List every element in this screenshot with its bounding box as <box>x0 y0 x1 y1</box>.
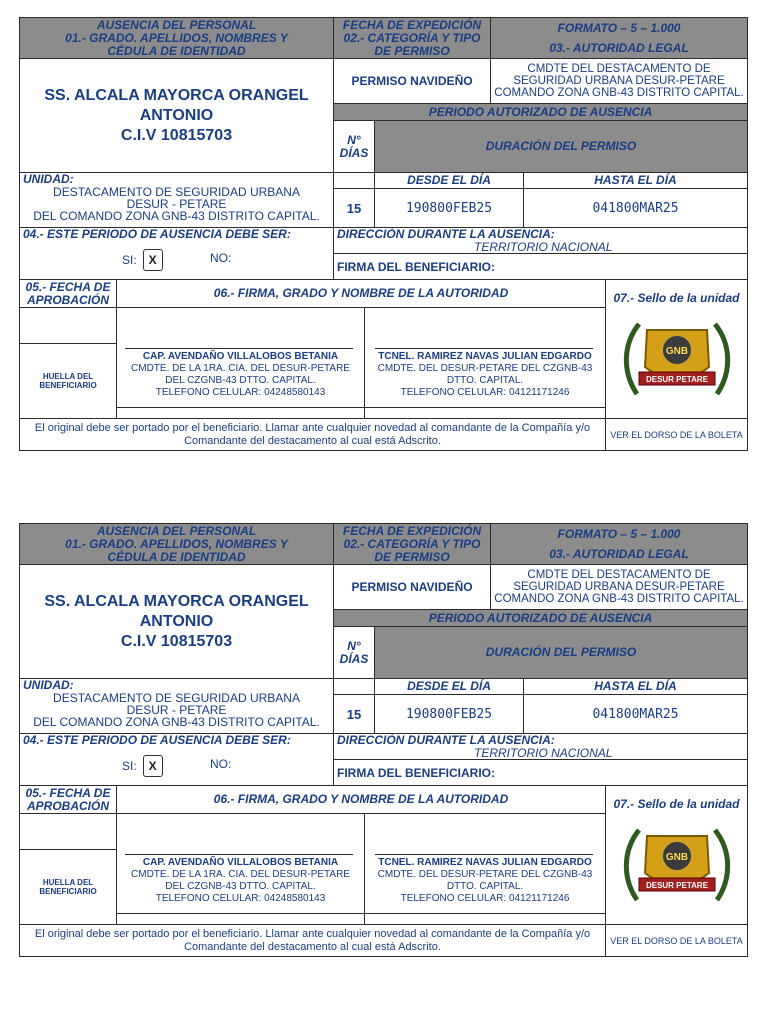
dias-cell <box>333 694 375 734</box>
firma-benef-label: FIRMA DEL BENEFICIARIO: <box>337 765 495 780</box>
sig1-phone: TELEFONO CELULAR: 04248580143 <box>155 387 326 398</box>
seal-bottom-text: DESUR PETARE <box>645 375 709 384</box>
si-option <box>122 249 163 271</box>
sig1-signature-line <box>125 348 353 349</box>
fecha-aprob-value-cell <box>19 813 117 850</box>
n-dias-header <box>333 120 375 173</box>
no-label: NO: <box>210 757 232 771</box>
dorso-label: VER EL DORSO DE LA BOLETA <box>610 935 743 946</box>
desde-cell <box>374 188 524 228</box>
header-line: CÉDULA DE IDENTIDAD <box>107 549 246 564</box>
firma-aut-header <box>116 785 606 814</box>
formato-label: FORMATO – 5 – 1.000 <box>557 20 681 35</box>
fecha-aprob-header <box>19 785 117 814</box>
firma-aut-label: 06.- FIRMA, GRADO Y NOMBRE DE LA AUTORIDAD <box>213 792 509 806</box>
sig2-line: CMDTE. DEL DESUR-PETARE DEL CZGNB-43 <box>377 869 593 880</box>
unidad-line: DESUR - PETARE <box>126 197 227 211</box>
huella-label-2: BENEFICIARIO <box>39 887 97 896</box>
sig1-block <box>117 351 364 399</box>
sig2-cell <box>364 813 606 914</box>
permiso-type: PERMISO NAVIDEÑO <box>351 580 473 594</box>
desde-header <box>374 678 524 695</box>
fecha-aprob-label-2: APROBACIÓN <box>26 798 109 813</box>
periodo-label: PERIODO AUTORIZADO DE AUSENCIA <box>428 104 653 119</box>
unit-seal-emblem <box>617 312 737 407</box>
unidad-line: DESTACAMENTO DE SEGURIDAD URBANA <box>53 691 300 705</box>
header-line: DE PERMISO <box>374 549 450 564</box>
duracion-header <box>374 626 748 679</box>
unidad-cell <box>19 172 334 228</box>
firma-aut-label: 06.- FIRMA, GRADO Y NOMBRE DE LA AUTORIDAD <box>213 286 509 300</box>
sello-cell <box>605 279 748 419</box>
sig2-block <box>365 351 605 399</box>
unit-seal-emblem <box>617 818 737 913</box>
hasta-value: 041800MAR25 <box>592 200 679 216</box>
periodo-debe-cell <box>19 227 334 280</box>
sig2-phone: TELEFONO CELULAR: 04121171246 <box>400 893 570 904</box>
header-line: 02.- CATEGORÍA Y TIPO <box>343 30 481 45</box>
header-fecha <box>333 523 491 565</box>
desde-header <box>374 172 524 189</box>
autoridad-cell <box>490 58 748 104</box>
person-name-2: ANTONIO <box>139 612 214 630</box>
autoridad-line: SEGURIDAD URBANA DESUR-PETARE <box>513 581 725 593</box>
sig1-cell <box>116 813 365 914</box>
huella-label-2: BENEFICIARIO <box>39 381 97 390</box>
sig1-name: CAP. AVENDAÑO VILLALOBOS BETANIA <box>142 857 339 868</box>
permiso-type: PERMISO NAVIDEÑO <box>351 74 473 88</box>
header-line: DE PERMISO <box>374 43 450 58</box>
person-civ: C.I.V 10815703 <box>120 126 233 144</box>
hasta-label: HASTA EL DÍA <box>594 679 677 693</box>
footer-line: El original debe ser portado por el beneficiario. Llamar ante cualquier novedad al comandante de la Compañía y/o <box>34 421 591 434</box>
sig2-line: DTTO. CAPITAL. <box>446 375 524 386</box>
dorso-cell <box>605 924 748 957</box>
n-dias-label-2: DÍAS <box>339 651 369 666</box>
unidad-cell <box>19 678 334 734</box>
periodo-debe-label: 04.- ESTE PERIODO DE AUSENCIA DEBE SER: <box>23 227 291 241</box>
si-checkbox[interactable]: X <box>143 755 163 777</box>
header-line: 01.- GRADO. APELLIDOS, NOMBRES Y <box>65 536 288 551</box>
footer-line: Comandante del destacamento al cual está Adscrito. <box>184 434 441 447</box>
unidad-label: UNIDAD: <box>23 172 74 186</box>
header-line: CÉDULA DE IDENTIDAD <box>107 43 246 58</box>
unidad-line: DESTACAMENTO DE SEGURIDAD URBANA <box>53 185 300 199</box>
si-label: SI: <box>122 253 137 267</box>
sig1-block <box>117 857 364 905</box>
person-cell <box>19 58 334 173</box>
sig2-block <box>365 857 605 905</box>
header-line: 01.- GRADO. APELLIDOS, NOMBRES Y <box>65 30 288 45</box>
n-dias-blank <box>333 678 375 695</box>
desde-value: 190800FEB25 <box>405 200 493 216</box>
sig1-name: CAP. AVENDAÑO VILLALOBOS BETANIA <box>142 351 339 362</box>
unidad-label: UNIDAD: <box>23 678 74 692</box>
sello-label: 07.- Sello de la unidad <box>613 291 740 305</box>
no-option <box>210 757 231 771</box>
direccion-cell <box>333 227 748 254</box>
autoridad-line: SEGURIDAD URBANA DESUR-PETARE <box>513 75 725 87</box>
laurel-right-icon <box>715 830 728 900</box>
direccion-value: TERRITORIO NACIONAL <box>474 240 613 254</box>
desde-cell <box>374 694 524 734</box>
seal-bottom-text: DESUR PETARE <box>645 881 709 890</box>
header-fecha <box>333 17 491 59</box>
autoridad-line: CMDTE DEL DESTACAMENTO DE <box>527 569 711 581</box>
periodo-debe-cell <box>19 733 334 786</box>
huella-label: HUELLA DEL <box>42 878 94 887</box>
sig2-line: DTTO. CAPITAL. <box>446 881 524 892</box>
desde-label: DESDE EL DÍA <box>407 679 491 693</box>
person-cell <box>19 564 334 679</box>
direccion-value: TERRITORIO NACIONAL <box>474 746 613 760</box>
autoridad-line: CMDTE DEL DESTACAMENTO DE <box>527 63 711 75</box>
firma-benef-cell <box>333 759 748 786</box>
periodo-header <box>333 103 748 121</box>
unidad-line: DESUR - PETARE <box>126 703 227 717</box>
desde-label: DESDE EL DÍA <box>407 173 491 187</box>
n-dias-blank <box>333 172 375 189</box>
fecha-aprob-header <box>19 279 117 308</box>
sig1-line: DEL CZGNB-43 DTTO. CAPITAL. <box>165 375 316 386</box>
sello-cell <box>605 785 748 925</box>
header-line: FECHA DE EXPEDICIÓN <box>342 523 482 538</box>
footer-note <box>19 924 606 957</box>
header-personal <box>19 523 334 565</box>
periodo-header <box>333 609 748 627</box>
sig2-name: TCNEL. RAMIREZ NAVAS JULIAN EDGARDO <box>378 351 592 362</box>
seal-top-text: GNB <box>665 346 689 357</box>
header-formato <box>490 17 748 59</box>
header-line: AUSENCIA DEL PERSONAL <box>96 17 257 32</box>
huella-cell <box>19 343 117 419</box>
unidad-line: DEL COMANDO ZONA GNB-43 DISTRITO CAPITAL. <box>33 209 320 223</box>
n-dias-header <box>333 626 375 679</box>
dorso-cell <box>605 418 748 451</box>
seal-top-text: GNB <box>665 852 689 863</box>
footer-line: Comandante del destacamento al cual está Adscrito. <box>184 940 441 953</box>
sig2-signature-line <box>375 854 593 855</box>
permiso-cell <box>333 58 491 104</box>
autoridad-line: COMANDO ZONA GNB-43 DISTRITO CAPITAL. <box>494 87 744 99</box>
no-option <box>210 251 231 265</box>
permit-form-2 <box>19 523 748 957</box>
dias-value: 15 <box>346 200 362 216</box>
permiso-cell <box>333 564 491 610</box>
person-name: SS. ALCALA MAYORCA ORANGEL <box>44 86 309 104</box>
hasta-cell <box>523 694 748 734</box>
fecha-aprob-label: 05.- FECHA DE <box>25 785 111 800</box>
permit-form-1 <box>19 17 748 451</box>
person-name-2: ANTONIO <box>139 106 214 124</box>
hasta-header <box>523 172 748 189</box>
autoridad-legal-label: 03.- AUTORIDAD LEGAL <box>549 546 689 561</box>
periodo-debe-label: 04.- ESTE PERIODO DE AUSENCIA DEBE SER: <box>23 733 291 747</box>
autoridad-line: COMANDO ZONA GNB-43 DISTRITO CAPITAL. <box>494 593 744 605</box>
fecha-aprob-value-cell <box>19 307 117 344</box>
si-option <box>122 755 163 777</box>
firma-aut-header <box>116 279 606 308</box>
si-label: SI: <box>122 759 137 773</box>
header-personal <box>19 17 334 59</box>
laurel-left-icon <box>626 324 639 394</box>
footer-line: El original debe ser portado por el beneficiario. Llamar ante cualquier novedad al comandante de la Compañía y/o <box>34 927 591 940</box>
hasta-value: 041800MAR25 <box>592 706 679 722</box>
duracion-label: DURACIÓN DEL PERMISO <box>485 645 637 659</box>
sig1-line: CMDTE. DE LA 1RA. CIA. DEL DESUR-PETARE <box>131 869 350 880</box>
firma-benef-label: FIRMA DEL BENEFICIARIO: <box>337 259 495 274</box>
no-label: NO: <box>210 251 232 265</box>
sig1-line: DEL CZGNB-43 DTTO. CAPITAL. <box>165 881 316 892</box>
hasta-header <box>523 678 748 695</box>
header-line: FECHA DE EXPEDICIÓN <box>342 17 482 32</box>
n-dias-label: N° <box>347 132 361 147</box>
sig1-phone: TELEFONO CELULAR: 04248580143 <box>155 893 326 904</box>
direccion-label: DIRECCIÓN DURANTE LA AUSENCIA: <box>337 227 555 241</box>
si-checkbox[interactable]: X <box>143 249 163 271</box>
fecha-aprob-label-2: APROBACIÓN <box>26 292 109 307</box>
firma-benef-cell <box>333 253 748 280</box>
sig2-signature-line <box>375 348 593 349</box>
autoridad-cell <box>490 564 748 610</box>
n-dias-label-2: DÍAS <box>339 145 369 160</box>
person-name: SS. ALCALA MAYORCA ORANGEL <box>44 592 309 610</box>
sig2-phone: TELEFONO CELULAR: 04121171246 <box>400 387 570 398</box>
fecha-aprob-label: 05.- FECHA DE <box>25 279 111 294</box>
huella-label: HUELLA DEL <box>42 372 94 381</box>
laurel-right-icon <box>715 324 728 394</box>
header-line: 02.- CATEGORÍA Y TIPO <box>343 536 481 551</box>
sig2-name: TCNEL. RAMIREZ NAVAS JULIAN EDGARDO <box>378 857 592 868</box>
n-dias-label: N° <box>347 638 361 653</box>
desde-value: 190800FEB25 <box>405 706 493 722</box>
direccion-cell <box>333 733 748 760</box>
formato-label: FORMATO – 5 – 1.000 <box>557 526 681 541</box>
footer-note <box>19 418 606 451</box>
header-line: AUSENCIA DEL PERSONAL <box>96 523 257 538</box>
sig1-signature-line <box>125 854 353 855</box>
duracion-header <box>374 120 748 173</box>
dorso-label: VER EL DORSO DE LA BOLETA <box>610 429 743 440</box>
header-formato <box>490 523 748 565</box>
dias-value: 15 <box>346 706 362 722</box>
huella-cell <box>19 849 117 925</box>
direccion-label: DIRECCIÓN DURANTE LA AUSENCIA: <box>337 733 555 747</box>
autoridad-legal-label: 03.- AUTORIDAD LEGAL <box>549 40 689 55</box>
sig1-cell <box>116 307 365 408</box>
sig2-cell <box>364 307 606 408</box>
dias-cell <box>333 188 375 228</box>
hasta-cell <box>523 188 748 228</box>
hasta-label: HASTA EL DÍA <box>594 173 677 187</box>
laurel-left-icon <box>626 830 639 900</box>
person-civ: C.I.V 10815703 <box>120 632 233 650</box>
periodo-label: PERIODO AUTORIZADO DE AUSENCIA <box>428 610 653 625</box>
sig2-line: CMDTE. DEL DESUR-PETARE DEL CZGNB-43 <box>377 363 593 374</box>
sig1-line: CMDTE. DE LA 1RA. CIA. DEL DESUR-PETARE <box>131 363 350 374</box>
unidad-line: DEL COMANDO ZONA GNB-43 DISTRITO CAPITAL. <box>33 715 320 729</box>
sello-label: 07.- Sello de la unidad <box>613 797 740 811</box>
duracion-label: DURACIÓN DEL PERMISO <box>485 139 637 153</box>
